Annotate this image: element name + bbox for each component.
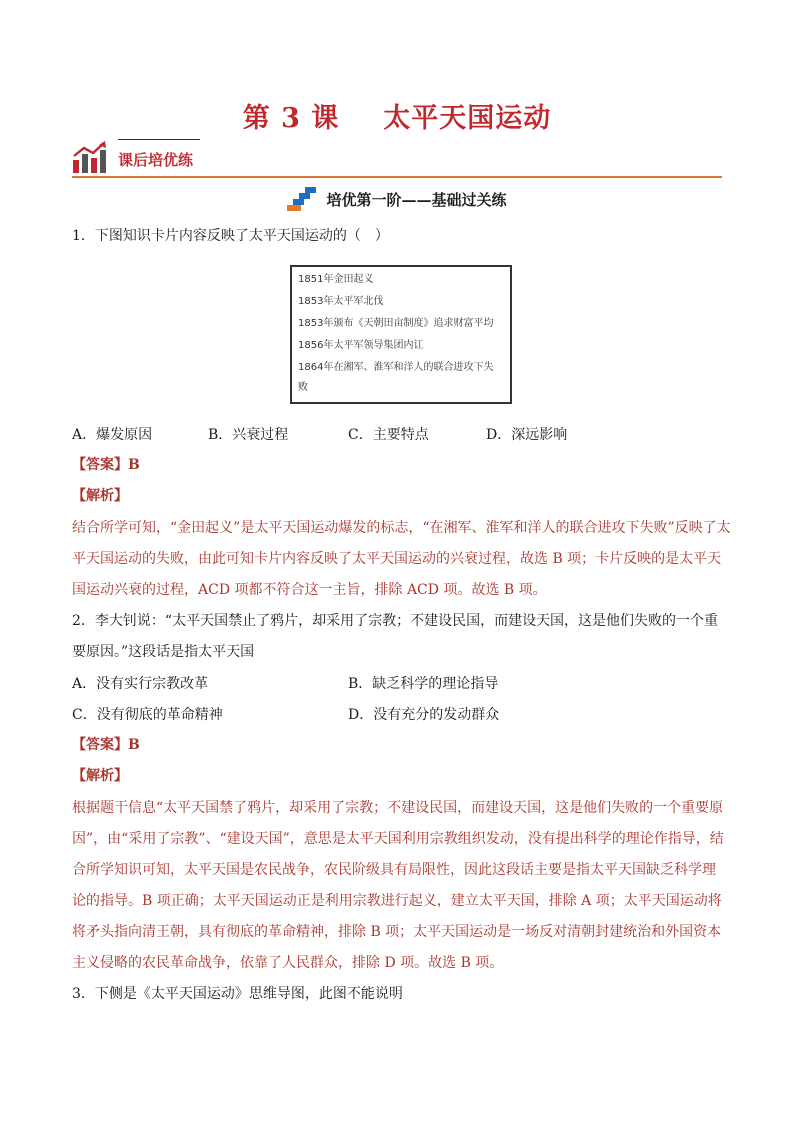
q1-analysis-line: 结合所学可知，“金田起义”是太平天国运动爆发的标志，“在湘军、淮军和洋人的联合进攻下失败”反映了太 xyxy=(72,520,731,536)
card-line: 1853年太平军北伐 xyxy=(298,296,384,307)
q2-answer: 【答案】B xyxy=(72,737,140,753)
q1-analysis-line: 国运动兴衰的过程，ACD 项都不符合这一主旨，排除 ACD 项。故选 B 项。 xyxy=(72,582,547,598)
q2-option-b: B．缺乏科学的理论指导 xyxy=(348,676,499,692)
q1-option-d: D．深远影响 xyxy=(486,427,568,443)
q1-stem: 1．下图知识卡片内容反映了太平天国运动的（ ） xyxy=(72,228,389,244)
q1-answer: 【答案】B xyxy=(72,457,140,473)
card-line: 败 xyxy=(298,382,308,393)
q1-option-b: B．兴衰过程 xyxy=(208,427,289,443)
stairs-icon xyxy=(287,186,317,212)
card-line: 1856年太平军领导集团内讧 xyxy=(298,340,424,351)
q2-analysis-line: 因”，由“采用了宗教”、“建设天国”，意思是太平天国利用宗教组织发动，没有提出科学的理论作指导，结 xyxy=(72,831,724,847)
card-line: 1864年在湘军、淮军和洋人的联合进攻下失 xyxy=(298,362,494,373)
q2-analysis-label: 【解析】 xyxy=(72,768,128,784)
q2-analysis-line: 根据题干信息“太平天国禁了鸦片，却采用了宗教；不建设民国，而建设天国，这是他们失败的一个重要原 xyxy=(72,800,724,816)
q2-analysis-line: 将矛头指向清王朝，具有彻底的革命精神，排除 B 项；太平天国运动是一场反对清朝封建统治和外国资本 xyxy=(72,924,722,940)
q2-option-a: A．没有实行宗教改革 xyxy=(72,676,209,692)
page-title xyxy=(0,96,794,135)
lesson-topic: 太平天国运动 xyxy=(383,103,552,134)
q1-option-a: A．爆发原因 xyxy=(72,427,153,443)
card-line: 1853年颁布《天朝田亩制度》追求财富平均 xyxy=(298,318,494,329)
q2-option-d: D．没有充分的发动群众 xyxy=(348,707,500,723)
q2-stem-line: 要原因。”这段话是指太平天国 xyxy=(72,644,255,660)
q1-analysis-line: 平天国运动的失败，由此可知卡片内容反映了太平天国运动的兴衰过程，故选 B 项；卡片反映的是太平天 xyxy=(72,551,722,567)
stage-heading-label: 培优第一阶——基础过关练 xyxy=(326,190,507,209)
bar-chart-arrow-icon xyxy=(72,140,108,174)
lesson-number: 第 3 课 xyxy=(242,103,340,134)
section-header xyxy=(72,136,722,176)
stage-heading xyxy=(0,186,794,216)
q2-analysis-line: 论的指导。B 项正确；太平天国运动正是利用宗教进行起义，建立太平天国，排除 A 项；太平天国运动将 xyxy=(72,893,722,909)
card-line: 1851年金田起义 xyxy=(298,274,374,285)
q2-analysis-line: 主义侵略的农民革命战争，依靠了人民群众，排除 D 项。故选 B 项。 xyxy=(72,955,504,971)
header-top-rule xyxy=(118,139,200,140)
knowledge-card xyxy=(290,265,512,404)
q2-analysis-line: 合所学知识可知，太平天国是农民战争，农民阶级具有局限性，因此这段话主要是指太平天国缺乏科学理 xyxy=(72,862,716,878)
q2-option-c: C．没有彻底的革命精神 xyxy=(72,707,223,723)
q1-option-c: C．主要特点 xyxy=(348,427,429,443)
section-header-label: 课后培优练 xyxy=(118,151,194,169)
q1-analysis-label: 【解析】 xyxy=(72,488,128,504)
header-divider xyxy=(72,176,722,178)
q3-stem: 3．下侧是《太平天国运动》思维导图，此图不能说明 xyxy=(72,986,403,1002)
q2-stem-line: 2．李大钊说：“太平天国禁止了鸦片，却采用了宗教；不建设民国，而建设天国，这是他们失败的一个重 xyxy=(72,613,719,629)
